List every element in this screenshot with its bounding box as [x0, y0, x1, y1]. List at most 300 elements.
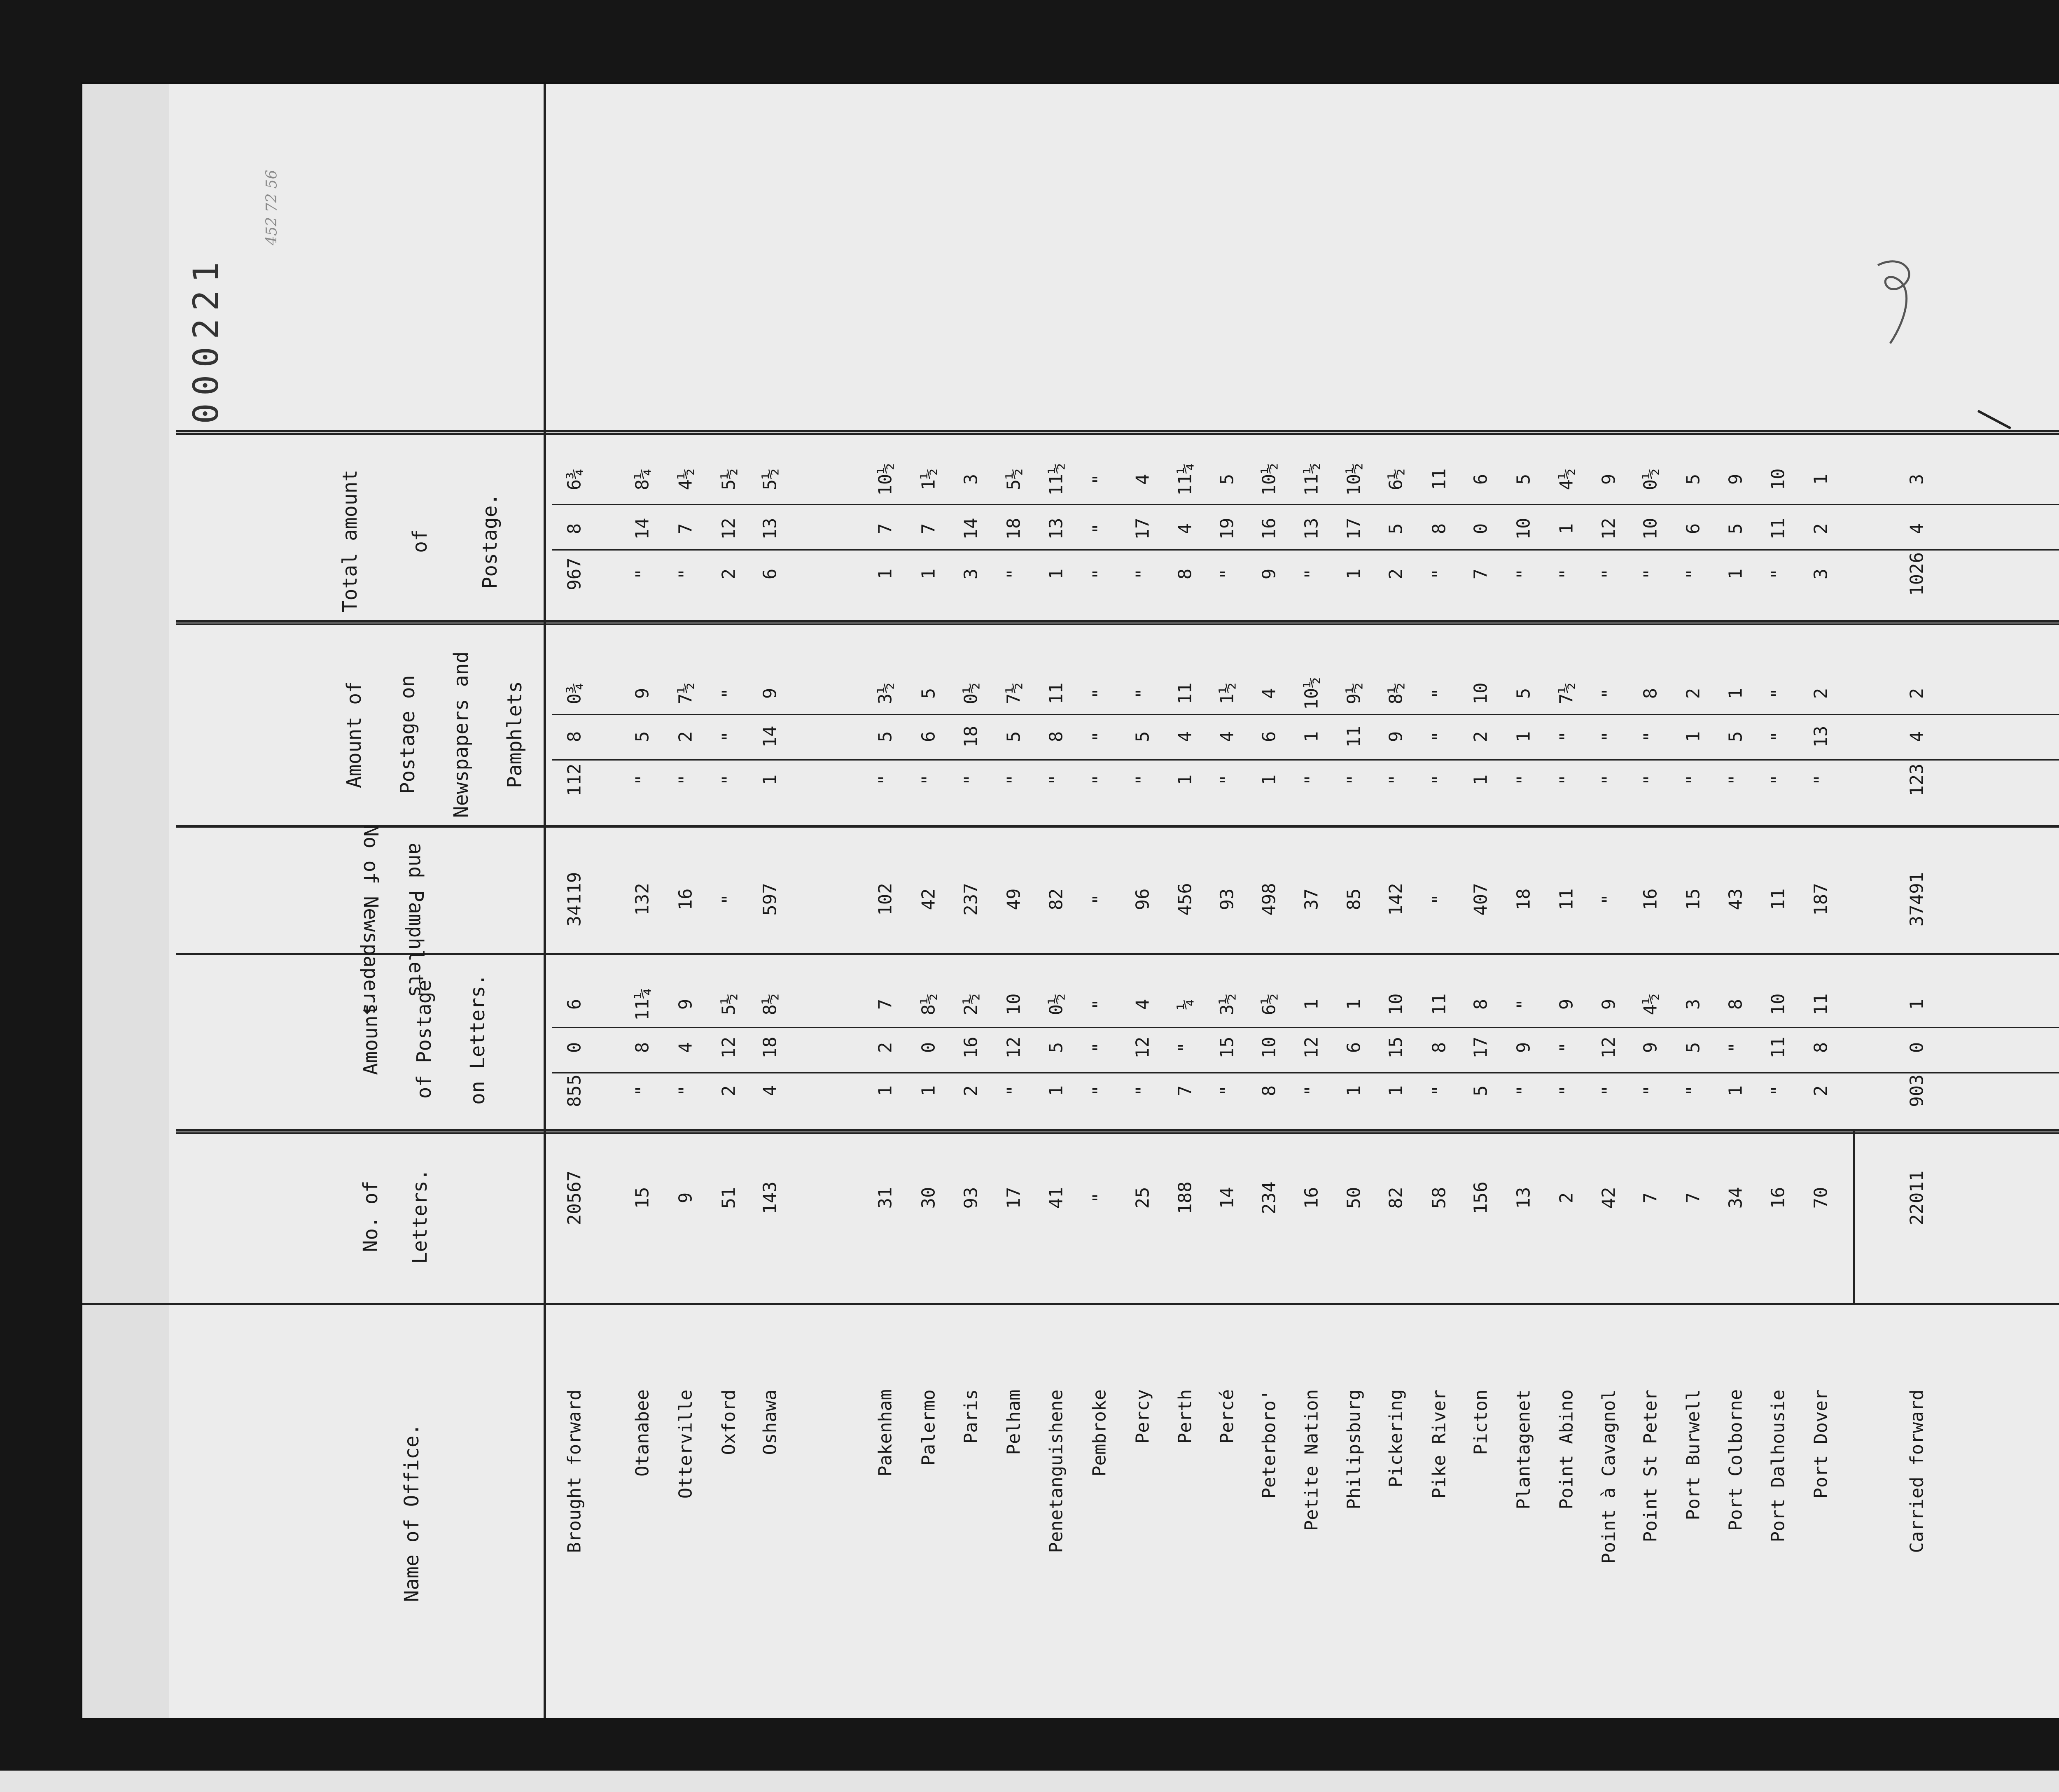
news-postage-pounds: 1	[1470, 774, 1492, 786]
news-postage-pence: 7½	[1556, 682, 1577, 705]
office-name: Pelham	[1003, 1389, 1025, 1455]
header-postage-news: Newspapers and	[450, 651, 473, 818]
total-pence: 6	[1470, 474, 1492, 485]
letter-postage-shillings: 0	[564, 1042, 585, 1053]
office-name: Paris	[960, 1389, 982, 1444]
news-postage-pounds: 1	[1258, 774, 1280, 786]
total-shillings: 14	[632, 518, 653, 540]
office-name: Point à Cavagnol	[1598, 1389, 1620, 1564]
total-pounds: "	[1513, 568, 1534, 580]
letter-postage-shillings: 15	[1216, 1036, 1238, 1059]
total-pounds: "	[1556, 568, 1577, 580]
header-total: Total amount	[338, 469, 362, 613]
total-pence: 5	[1683, 474, 1704, 485]
total-pence: 11¼	[1174, 463, 1196, 496]
letter-postage-pounds: "	[632, 1085, 653, 1097]
letters-count: 16	[1301, 1187, 1322, 1209]
total-shillings: 8	[1429, 523, 1450, 534]
letter-postage-shillings: 2	[875, 1042, 896, 1053]
letters-count: "	[1089, 1192, 1110, 1204]
letters-count: 7	[1640, 1192, 1661, 1204]
total-pence: 5½	[759, 468, 781, 490]
news-postage-pence: 10½	[1301, 677, 1322, 710]
total-shillings: 5	[1385, 523, 1407, 534]
news-postage-shillings: 4	[1906, 731, 1928, 742]
office-name: Pike River	[1429, 1389, 1450, 1498]
total-pence: 1½	[918, 468, 939, 490]
letter-postage-pounds: "	[1513, 1085, 1534, 1097]
newspapers-count: 82	[1046, 888, 1067, 910]
news-postage-pence: 2	[1906, 688, 1928, 699]
news-postage-pounds: "	[1132, 774, 1153, 786]
news-postage-pounds: 1	[759, 774, 781, 786]
office-name: Point St Peter	[1640, 1389, 1661, 1542]
office-name: Port Colborne	[1725, 1389, 1746, 1531]
letter-postage-shillings: 4	[675, 1042, 696, 1053]
news-postage-pence: "	[1767, 688, 1789, 699]
news-postage-pounds: "	[1810, 774, 1832, 786]
letters-count: 14	[1216, 1187, 1238, 1209]
total-shillings: 18	[1003, 518, 1025, 540]
letter-postage-shillings: 8	[1429, 1042, 1450, 1053]
office-name: Peterboro'	[1258, 1389, 1280, 1498]
news-postage-pence: 5	[1513, 688, 1534, 699]
office-name: Port Dover	[1810, 1389, 1832, 1498]
column-rule-news-postage-2	[176, 623, 2059, 625]
news-postage-pounds: "	[1640, 774, 1661, 786]
office-name: Port Burwell	[1683, 1389, 1704, 1520]
letter-postage-pence: "	[1089, 999, 1110, 1010]
total-shillings: 0	[1470, 523, 1492, 534]
total-shillings: "	[1089, 523, 1110, 534]
letter-postage-pence: 6½	[1258, 993, 1280, 1015]
newspapers-count: 15	[1683, 888, 1704, 910]
letter-postage-pence: 6	[564, 999, 585, 1010]
newspapers-count: 18	[1513, 888, 1534, 910]
column-rule-newspapers	[176, 825, 2059, 828]
letter-postage-shillings: 9	[1513, 1042, 1534, 1053]
column-rule-total	[176, 430, 2059, 432]
news-postage-pence: 11	[1046, 682, 1067, 705]
letter-postage-shillings: 12	[1132, 1036, 1153, 1059]
letter-postage-pounds: 7	[1174, 1085, 1196, 1097]
total-pence: 10½	[1343, 463, 1365, 496]
news-postage-pence: 7½	[1003, 682, 1025, 705]
total-pounds: 8	[1174, 568, 1196, 580]
news-postage-pence: 9	[632, 688, 653, 699]
letter-postage-pounds: 1	[1046, 1085, 1067, 1097]
letter-postage-pounds: 1	[918, 1085, 939, 1097]
news-postage-shillings: 5	[875, 731, 896, 742]
letter-postage-shillings: 12	[1003, 1036, 1025, 1059]
total-shillings: 12	[1598, 518, 1620, 540]
news-postage-shillings: 4	[1174, 731, 1196, 742]
total-pounds: 3	[1810, 568, 1832, 580]
news-postage-pounds: "	[1003, 774, 1025, 786]
news-postage-pounds: 123	[1906, 763, 1928, 796]
letter-postage-pence: 11¼	[632, 988, 653, 1021]
news-postage-shillings: 8	[1046, 731, 1067, 742]
news-postage-pence: 3½	[875, 682, 896, 705]
newspapers-count: 96	[1132, 888, 1153, 910]
news-postage-shillings: "	[1767, 731, 1789, 742]
letter-postage-pence: 5½	[718, 993, 740, 1015]
news-postage-pounds: "	[1343, 774, 1365, 786]
total-pence: 6½	[1385, 468, 1407, 490]
news-postage-shillings: 4	[1216, 731, 1238, 742]
newspapers-count: 42	[918, 888, 939, 910]
letter-postage-pence: 4½	[1640, 993, 1661, 1015]
total-pence: 9	[1725, 474, 1746, 485]
news-postage-pence: 9½	[1343, 682, 1365, 705]
news-postage-shillings: "	[1598, 731, 1620, 742]
news-postage-pounds: "	[1556, 774, 1577, 786]
news-postage-pounds: "	[1598, 774, 1620, 786]
office-name: Percé	[1216, 1389, 1238, 1444]
letter-postage-pounds: "	[1003, 1085, 1025, 1097]
letter-postage-pence: 1	[1343, 999, 1365, 1010]
letter-postage-pence: 2½	[960, 993, 982, 1015]
letters-count: 2	[1556, 1192, 1577, 1204]
news-postage-shillings: 1	[1683, 731, 1704, 742]
total-shillings: 6	[1683, 523, 1704, 534]
newspapers-count: 498	[1258, 883, 1280, 916]
subcol-news-1	[552, 714, 2059, 715]
total-pounds: 1	[875, 568, 896, 580]
total-shillings: 19	[1216, 518, 1238, 540]
total-pence: 11½	[1046, 463, 1067, 496]
news-postage-pounds: "	[1429, 774, 1450, 786]
letter-postage-pence: 10	[1385, 993, 1407, 1015]
letter-postage-pence: "	[1513, 999, 1534, 1010]
newspapers-count: 102	[875, 883, 896, 916]
total-shillings: 7	[875, 523, 896, 534]
office-name: Palermo	[918, 1389, 939, 1466]
news-postage-pence: 8	[1640, 688, 1661, 699]
total-shillings: 7	[918, 523, 939, 534]
newspapers-count: 11	[1556, 888, 1577, 910]
news-postage-pence: "	[1132, 688, 1153, 699]
letter-postage-pounds: 1	[1385, 1085, 1407, 1097]
letter-postage-pounds: "	[675, 1085, 696, 1097]
total-pence: 9	[1598, 474, 1620, 485]
total-shillings: 8	[564, 523, 585, 534]
letter-postage-pence: 1	[1301, 999, 1322, 1010]
news-postage-pounds: 1	[1174, 774, 1196, 786]
total-pounds: 2	[1385, 568, 1407, 580]
letter-postage-shillings: 8	[1810, 1042, 1832, 1053]
news-postage-pounds: "	[1513, 774, 1534, 786]
column-rule-name	[82, 1303, 2059, 1305]
total-pounds: "	[632, 568, 653, 580]
total-pence: 5	[1513, 474, 1534, 485]
total-pounds: "	[1640, 568, 1661, 580]
newspapers-count: 16	[675, 888, 696, 910]
news-postage-pence: 0¾	[564, 682, 585, 705]
news-postage-shillings: 8	[564, 731, 585, 742]
total-rule	[1853, 1130, 1855, 1303]
letter-postage-pounds: 8	[1258, 1085, 1280, 1097]
letter-postage-shillings: 12	[1301, 1036, 1322, 1059]
news-postage-shillings: 11	[1343, 726, 1365, 748]
header-postage-news: Postage on	[396, 675, 419, 794]
news-postage-shillings: "	[718, 731, 740, 742]
letters-count: 82	[1385, 1187, 1407, 1209]
total-pence: 11½	[1301, 463, 1322, 496]
newspapers-count: 597	[759, 883, 781, 916]
total-pounds: "	[1429, 568, 1450, 580]
office-name: Penetanguishene	[1046, 1389, 1067, 1553]
letter-postage-shillings: 12	[1598, 1036, 1620, 1059]
letter-postage-pounds: 1	[1725, 1085, 1746, 1097]
letter-postage-pence: 8½	[759, 993, 781, 1015]
letter-postage-pence: 9	[675, 999, 696, 1010]
news-postage-shillings: 13	[1810, 726, 1832, 748]
letter-postage-pounds: 2	[1810, 1085, 1832, 1097]
letter-postage-shillings: 12	[718, 1036, 740, 1059]
newspapers-count: "	[1598, 894, 1620, 905]
news-postage-pounds: 112	[564, 763, 585, 796]
total-pence: 0½	[1640, 468, 1661, 490]
letter-postage-pounds: "	[1132, 1085, 1153, 1097]
news-postage-pence: "	[1089, 688, 1110, 699]
news-postage-shillings: "	[1556, 731, 1577, 742]
total-shillings: 4	[1906, 523, 1928, 534]
newspapers-count: 49	[1003, 888, 1025, 910]
letter-postage-shillings: 11	[1767, 1036, 1789, 1059]
letter-postage-pounds: "	[1767, 1085, 1789, 1097]
header-postage-news: Amount of	[343, 681, 366, 789]
letters-count: 143	[759, 1181, 781, 1214]
header-newspapers: and Pamphlets	[404, 842, 427, 997]
newspapers-count: 43	[1725, 888, 1746, 910]
total-shillings: 14	[960, 518, 982, 540]
letter-postage-pence: 7	[875, 999, 896, 1010]
film-strip	[0, 1771, 2059, 1792]
letter-postage-shillings: 5	[1046, 1042, 1067, 1053]
letters-count: 25	[1132, 1187, 1153, 1209]
total-shillings: 13	[759, 518, 781, 540]
total-pounds: "	[1216, 568, 1238, 580]
total-shillings: 13	[1046, 518, 1067, 540]
letter-postage-pounds: "	[1556, 1085, 1577, 1097]
total-shillings: 2	[1810, 523, 1832, 534]
total-pounds: 3	[960, 568, 982, 580]
letter-postage-pence: 8	[1725, 999, 1746, 1010]
news-postage-pence: 9	[759, 688, 781, 699]
newspapers-count: 187	[1810, 883, 1832, 916]
header-letters: Letters.	[409, 1169, 432, 1264]
letter-postage-pounds: "	[1089, 1085, 1110, 1097]
total-pounds: "	[1767, 568, 1789, 580]
subcol-letter-2	[552, 1072, 2059, 1073]
letter-postage-pence: 4	[1132, 999, 1153, 1010]
letter-postage-pounds: 4	[759, 1085, 781, 1097]
office-name: Percy	[1132, 1389, 1153, 1444]
total-shillings: 11	[1767, 518, 1789, 540]
newspapers-count: 132	[632, 883, 653, 916]
news-postage-shillings: "	[1429, 731, 1450, 742]
news-postage-pence: "	[1429, 688, 1450, 699]
column-rule-letters	[176, 1129, 2059, 1132]
letter-postage-pence: 10	[1003, 993, 1025, 1015]
news-postage-pence: "	[718, 688, 740, 699]
news-postage-pence: 5	[918, 688, 939, 699]
news-postage-shillings: 2	[675, 731, 696, 742]
pencil-note: 452 72 56	[263, 170, 280, 245]
letter-postage-pounds: 5	[1470, 1085, 1492, 1097]
office-name: Port Dalhousie	[1767, 1389, 1789, 1542]
column-rule-total-2	[176, 433, 2059, 435]
total-pence: 11	[1429, 468, 1450, 490]
total-pounds: 7	[1470, 568, 1492, 580]
letter-postage-pence: 8	[1470, 999, 1492, 1010]
letter-postage-pence: 3½	[1216, 993, 1238, 1015]
news-postage-pounds: "	[718, 774, 740, 786]
letter-postage-shillings: "	[1725, 1042, 1746, 1053]
news-postage-pence: 1½	[1216, 682, 1238, 705]
newspapers-count: 37491	[1906, 872, 1928, 927]
news-postage-shillings: 1	[1301, 731, 1322, 742]
letters-count: 42	[1598, 1187, 1620, 1209]
letter-postage-pounds: "	[1640, 1085, 1661, 1097]
letter-postage-pounds: 2	[718, 1085, 740, 1097]
letter-postage-pence: 10	[1767, 993, 1789, 1015]
letters-count: 70	[1810, 1187, 1832, 1209]
office-name: Brought forward	[564, 1389, 585, 1553]
letter-postage-pounds: 903	[1906, 1074, 1928, 1107]
newspapers-count: 11	[1767, 888, 1789, 910]
total-shillings: 12	[718, 518, 740, 540]
news-postage-pence: 0½	[960, 682, 982, 705]
letter-postage-shillings: 0	[1906, 1042, 1928, 1053]
newspapers-count: "	[1089, 894, 1110, 905]
letter-postage-pounds: 1	[875, 1085, 896, 1097]
office-name: Pembroke	[1089, 1389, 1110, 1477]
total-pounds: "	[1003, 568, 1025, 580]
letter-postage-shillings: 9	[1640, 1042, 1661, 1053]
header-postage-letters: of Postage	[413, 980, 436, 1099]
total-pence: 10	[1767, 468, 1789, 490]
news-postage-pence: "	[1598, 688, 1620, 699]
total-shillings: 5	[1725, 523, 1746, 534]
news-postage-pounds: "	[1725, 774, 1746, 786]
news-postage-pence: 8½	[1385, 682, 1407, 705]
total-pence: 3	[960, 474, 982, 485]
letter-postage-pounds: 1	[1343, 1085, 1365, 1097]
letter-postage-shillings: 17	[1470, 1036, 1492, 1059]
news-postage-pence: 11	[1174, 682, 1196, 705]
letters-count: 188	[1174, 1181, 1196, 1214]
total-pounds: "	[675, 568, 696, 580]
office-name: Otanabee	[632, 1389, 653, 1477]
total-pence: 8¼	[632, 468, 653, 490]
total-pounds: 2	[718, 568, 740, 580]
column-rule-news-postage	[176, 620, 2059, 623]
newspapers-count: 237	[960, 883, 982, 916]
letter-postage-pounds: "	[1429, 1085, 1450, 1097]
letter-postage-pounds: "	[1216, 1085, 1238, 1097]
newspapers-count: "	[718, 894, 740, 905]
letters-count: 51	[718, 1187, 740, 1209]
letter-postage-shillings: 10	[1258, 1036, 1280, 1059]
total-pounds: 967	[564, 558, 585, 590]
header-total: of	[409, 529, 432, 553]
news-postage-pounds: "	[918, 774, 939, 786]
letters-count: 17	[1003, 1187, 1025, 1209]
letters-count: 13	[1513, 1187, 1534, 1209]
header-name-of-office: Name of Office.	[400, 1423, 423, 1602]
letters-count: 93	[960, 1187, 982, 1209]
subcol-total-1	[552, 504, 2059, 505]
check-mark	[1977, 410, 2011, 429]
frame-number: 000221	[186, 254, 226, 424]
total-pence: "	[1089, 474, 1110, 485]
letter-postage-pence: 3	[1683, 999, 1704, 1010]
news-postage-shillings: 5	[1003, 731, 1025, 742]
total-pounds: "	[1301, 568, 1322, 580]
total-shillings: 7	[675, 523, 696, 534]
letter-postage-pounds: "	[1301, 1085, 1322, 1097]
news-postage-pounds: "	[1301, 774, 1322, 786]
news-postage-shillings: 18	[960, 726, 982, 748]
total-pounds: 9	[1258, 568, 1280, 580]
total-pounds: 1	[1725, 568, 1746, 580]
news-postage-pounds: "	[875, 774, 896, 786]
total-pence: 6¾	[564, 468, 585, 490]
letters-count: 7	[1683, 1192, 1704, 1204]
total-shillings: 16	[1258, 518, 1280, 540]
total-shillings: 13	[1301, 518, 1322, 540]
subcol-news-2	[552, 759, 2059, 761]
letters-count: 31	[875, 1187, 896, 1209]
total-pounds: "	[1598, 568, 1620, 580]
news-postage-pence: 10	[1470, 682, 1492, 705]
letter-postage-pence: 0½	[1046, 993, 1067, 1015]
office-name: Plantagenet	[1513, 1389, 1534, 1510]
letter-postage-pounds: 2	[960, 1085, 982, 1097]
office-name: Pakenham	[875, 1389, 896, 1477]
news-postage-pounds: "	[632, 774, 653, 786]
office-name: Philipsburg	[1343, 1389, 1365, 1510]
letters-count: 9	[675, 1192, 696, 1204]
news-postage-pence: 2	[1810, 688, 1832, 699]
newspapers-count: 142	[1385, 883, 1407, 916]
total-pounds: "	[1132, 568, 1153, 580]
office-name: Picton	[1470, 1389, 1492, 1455]
news-postage-pence: 2	[1683, 688, 1704, 699]
total-shillings: 10	[1513, 518, 1534, 540]
newspapers-count: 456	[1174, 883, 1196, 916]
office-name: Pickering	[1385, 1389, 1407, 1488]
subcol-letter-1	[552, 1027, 2059, 1028]
letter-postage-shillings: 15	[1385, 1036, 1407, 1059]
total-pence: 5½	[1003, 468, 1025, 490]
letter-postage-shillings: 0	[918, 1042, 939, 1053]
letters-count: 234	[1258, 1181, 1280, 1214]
letter-postage-pence: 9	[1556, 999, 1577, 1010]
header-letters: No. of	[359, 1181, 382, 1252]
letters-count: 15	[632, 1187, 653, 1209]
total-pounds: 6	[759, 568, 781, 580]
total-pence: 10½	[1258, 463, 1280, 496]
total-pence: 5	[1216, 474, 1238, 485]
news-postage-shillings: 5	[1132, 731, 1153, 742]
total-pence: 1	[1810, 474, 1832, 485]
letter-postage-shillings: 16	[960, 1036, 982, 1059]
total-pounds: 1026	[1906, 552, 1928, 596]
total-shillings: 1	[1556, 523, 1577, 534]
